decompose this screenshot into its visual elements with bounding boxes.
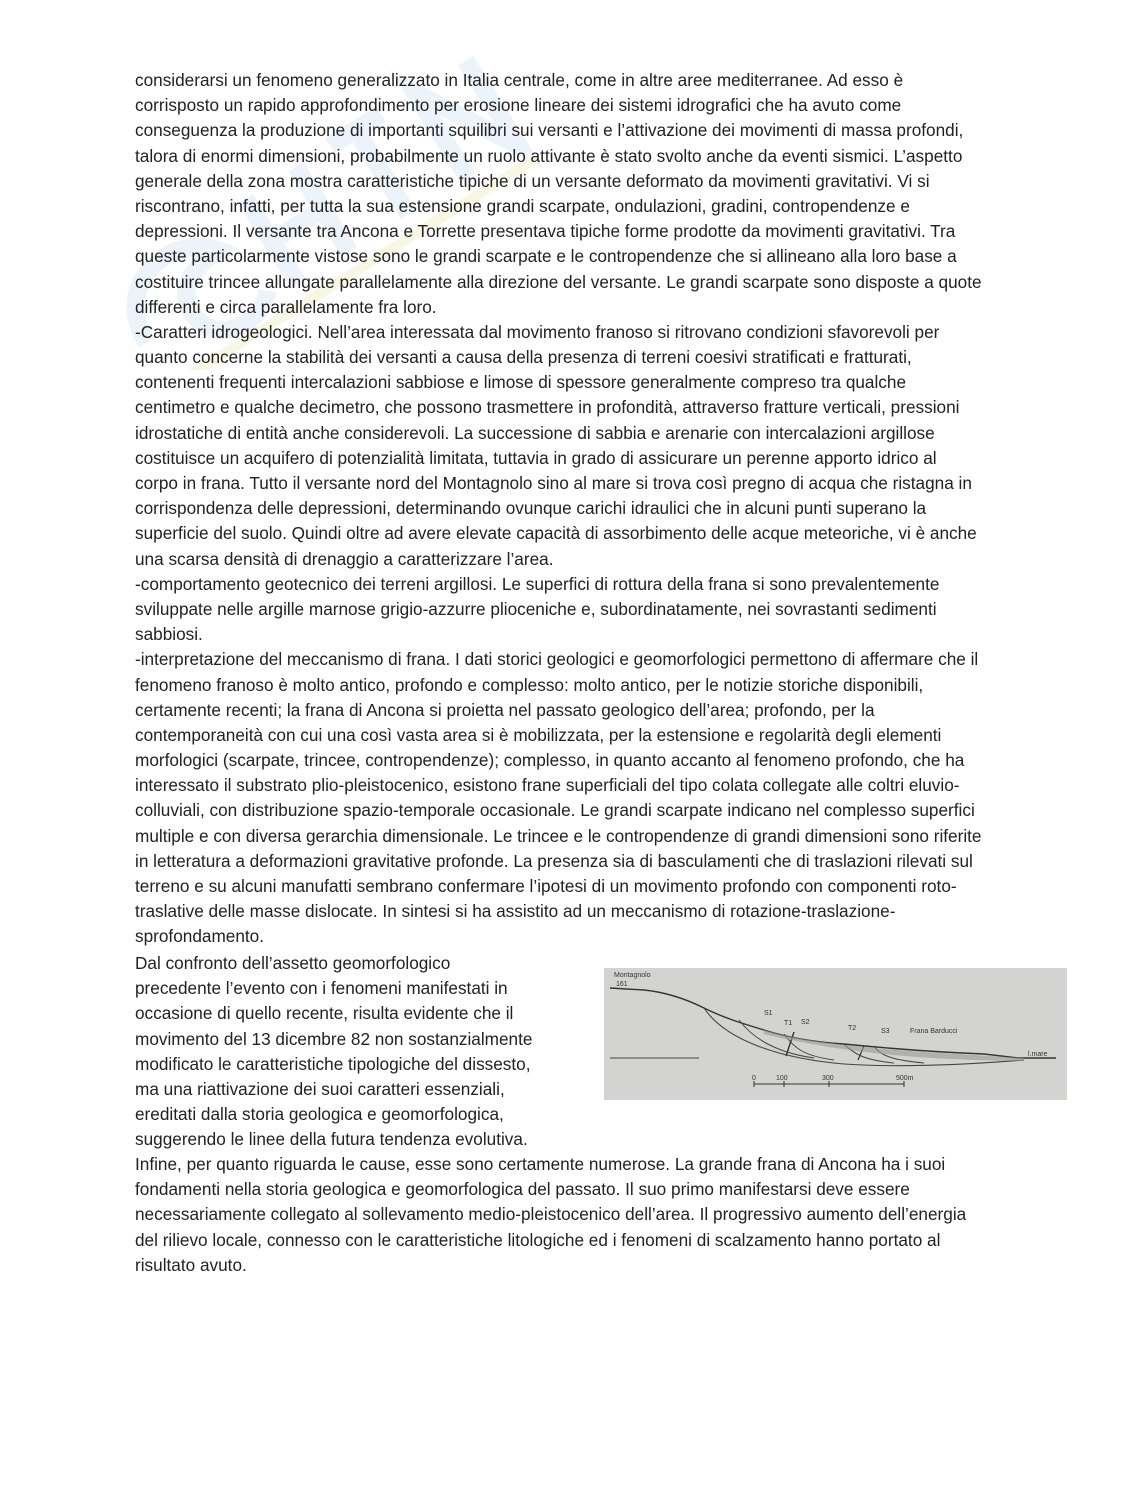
scale-label-300: 300 xyxy=(822,1075,834,1082)
text-line: Dal confronto dell’assetto geomorfologico xyxy=(135,953,451,973)
scale-label-100: 100 xyxy=(776,1075,788,1082)
text-line: conseguenza la produzione di importanti squilibri sui versanti e l’attivazione dei movimenti di massa profondi, xyxy=(135,120,964,141)
text-line: talora di enormi dimensioni, probabilmente un ruolo attivante è stato svolto anche da eventi sismici. L’aspetto xyxy=(135,145,963,166)
text-line: risultato avuto. xyxy=(135,1254,247,1275)
text-line: del rilievo locale, connesso con le caratteristiche litologiche ed i fenomeni di scalzamento hanno portato al xyxy=(135,1229,941,1250)
text-line: ma una riattivazione dei suoi caratteri essenziali, xyxy=(135,1078,505,1099)
text-line: generale della zona mostra caratteristiche tipiche di un versante deformato da movimenti gravitativi. Vi si xyxy=(135,170,930,191)
text-line: queste particolarmente vistose sono le grandi scarpate e le contropendenze che si allineano alla loro base a xyxy=(135,246,957,267)
text-line: corpo in frana. Tutto il versante nord del Montagnolo sino al mare si trova così pregno di acqua che ristagna in xyxy=(135,473,972,493)
figure-side-text-block xyxy=(135,951,595,1153)
text-line: colluviali, con distribuzione spazio-temporale occasionale. Le grandi scarpate indicano nel complesso superfici xyxy=(135,800,975,821)
text-line: necessariamente collegato al sollevamento medio-pleistocenico dell’area. Il progressivo aumento dell’energia xyxy=(135,1204,967,1225)
text-line: costituisce un acquifero di potenzialità limitata, tuttavia in grado di assicurare un perenne apporto idrico al xyxy=(135,447,937,468)
text-line: sabbiosi. xyxy=(135,624,203,645)
text-line: Infine, per quanto riguarda le cause, esse sono certamente numerose. La grande frana di Ancona ha i suoi xyxy=(135,1154,946,1174)
text-line: differenti e circa parallelamente fra loro. xyxy=(135,296,437,317)
text-line: occasione di quello recente, risulta evidente che il xyxy=(135,1003,514,1024)
text-line: -interpretazione del meccanismo di frana. I dati storici geologici e geomorfologici permettono di affermare che il xyxy=(135,649,979,670)
text-line: idrostatiche di entità anche considerevoli. La successione di sabbia e arenarie con intercalazioni argillose xyxy=(135,422,935,443)
text-line: corrisposto un rapido approfondimento per erosione lineare dei sistemi idrografici che ha avuto come xyxy=(135,95,902,116)
text-line: riscontrano, infatti, per tutta la sua estensione grandi scarpate, ondulazioni, gradini, contropendenze e xyxy=(135,195,910,216)
text-line: costituire trincee allungate parallelamente alla direzione del versante. Le grandi scarpate sono disposte a quote xyxy=(135,271,982,292)
text-line: suggerendo le linee della futura tendenza evolutiva. xyxy=(135,1129,528,1150)
text-line: fenomeno franoso è molto antico, profondo e complesso: molto antico, per le notizie storiche disponibili, xyxy=(135,674,924,695)
text-line: precedente l’evento con i fenomeni manifestati in xyxy=(135,978,508,999)
text-line: -comportamento geotecnico dei terreni argillosi. Le superfici di rottura della frana si sono prevalentemente xyxy=(135,573,940,594)
text-line: fondamenti nella storia geologica e geomorfologica del passato. Il suo primo manifestarsi deve essere xyxy=(135,1179,910,1200)
text-line: in letteratura a deformazioni gravitative profonde. La presenza sia di basculamenti che di traslazioni rilevati sul xyxy=(135,850,973,871)
conclusion-text-block xyxy=(135,1152,1085,1278)
text-line: depressioni. Il versante tra Ancona e Torrette presentava tipiche forme prodotte da movimenti gravitativi. Tra xyxy=(135,221,956,242)
text-line: terreno e su alcuni manufatti sembrano confermare l’ipotesi di un movimento profondo con componenti roto- xyxy=(135,876,957,896)
text-line: corrispondenza delle depressioni, determinando ovunque carichi idraulici che in alcuni punti superano la xyxy=(135,498,927,519)
label-montagnolo: Montagnolo xyxy=(614,972,651,979)
label-elevation: 161 xyxy=(616,981,628,988)
label-s3: S3 xyxy=(881,1028,890,1035)
label-t2: T2 xyxy=(848,1025,857,1032)
text-line: una scarsa densità di drenaggio a caratterizzare l’area. xyxy=(135,548,554,569)
text-line: certamente recenti; la frana di Ancona si proietta nel passato geologico dell’area; profondo, per la xyxy=(135,699,875,720)
label-s1: S1 xyxy=(764,1010,773,1017)
label-s2: S2 xyxy=(801,1019,810,1026)
text-line: interessato il substrato plio-pleistocenico, esistono frane superficiali del tipo colata collegate alle coltri eluvio- xyxy=(135,775,960,796)
text-line: morfologici (scarpate, trincee, contropendenze); complesso, in quanto accanto al fenomeno profondo, che ha xyxy=(135,750,965,771)
text-line: contenenti frequenti intercalazioni sabbiose e limose di spessore generalmente compreso tra qualche xyxy=(135,372,907,393)
label-sea-level: l.mare xyxy=(1028,1051,1048,1058)
text-line: centimetro e qualche decimetro, che possono trasmettere in profondità, attraverso fratture verticali, pressioni xyxy=(135,397,960,418)
cross-section-drawing xyxy=(604,968,1067,1100)
scale-label-0: 0 xyxy=(752,1075,756,1082)
text-line: modificato le caratteristiche tipologiche del dissesto, xyxy=(135,1053,531,1074)
text-line: superficie del suolo. Quindi oltre ad avere elevate capacità di assorbimento delle acque meteoriche, vi è anche xyxy=(135,523,977,544)
text-line: considerarsi un fenomeno generalizzato in Italia centrale, come in altre aree mediterranee. Ad esso è xyxy=(135,70,904,90)
main-text-block xyxy=(135,68,1085,950)
text-line: sprofondamento. xyxy=(135,926,264,947)
text-line: quanto concerne la stabilità dei versanti a causa della presenza di terreni coesivi stratificati e fratturati, xyxy=(135,347,912,368)
text-line: -Caratteri idrogeologici. Nell’area interessata dal movimento franoso si ritrovano condizioni sfavorevoli per xyxy=(135,321,940,342)
scale-label-500: 500m xyxy=(896,1075,914,1082)
text-line: contemporaneità con cui una così vasta area si è mobilizzata, per la estensione e regolarità degli elementi xyxy=(135,724,942,745)
label-t1: T1 xyxy=(784,1020,793,1027)
text-line: movimento del 13 dicembre 82 non sostanzialmente xyxy=(135,1028,533,1049)
text-line: traslative delle masse dislocate. In sintesi si ha assistito ad un meccanismo di rotazione-traslazione- xyxy=(135,901,896,922)
text-line: sviluppate nelle argille marnose grigio-azzurre plioceniche e, subordinatamente, nei sovrastanti sedimenti xyxy=(135,598,937,619)
label-frana-barducci: Frana Barducci xyxy=(910,1028,958,1035)
text-line: multiple e con diversa gerarchia dimensionale. Le trincee e le contropendenze di grandi dimensioni sono riferite xyxy=(135,825,982,846)
text-line: ereditati dalla storia geologica e geomorfologica, xyxy=(135,1104,504,1125)
landslide-cross-section-figure xyxy=(604,968,1067,1100)
